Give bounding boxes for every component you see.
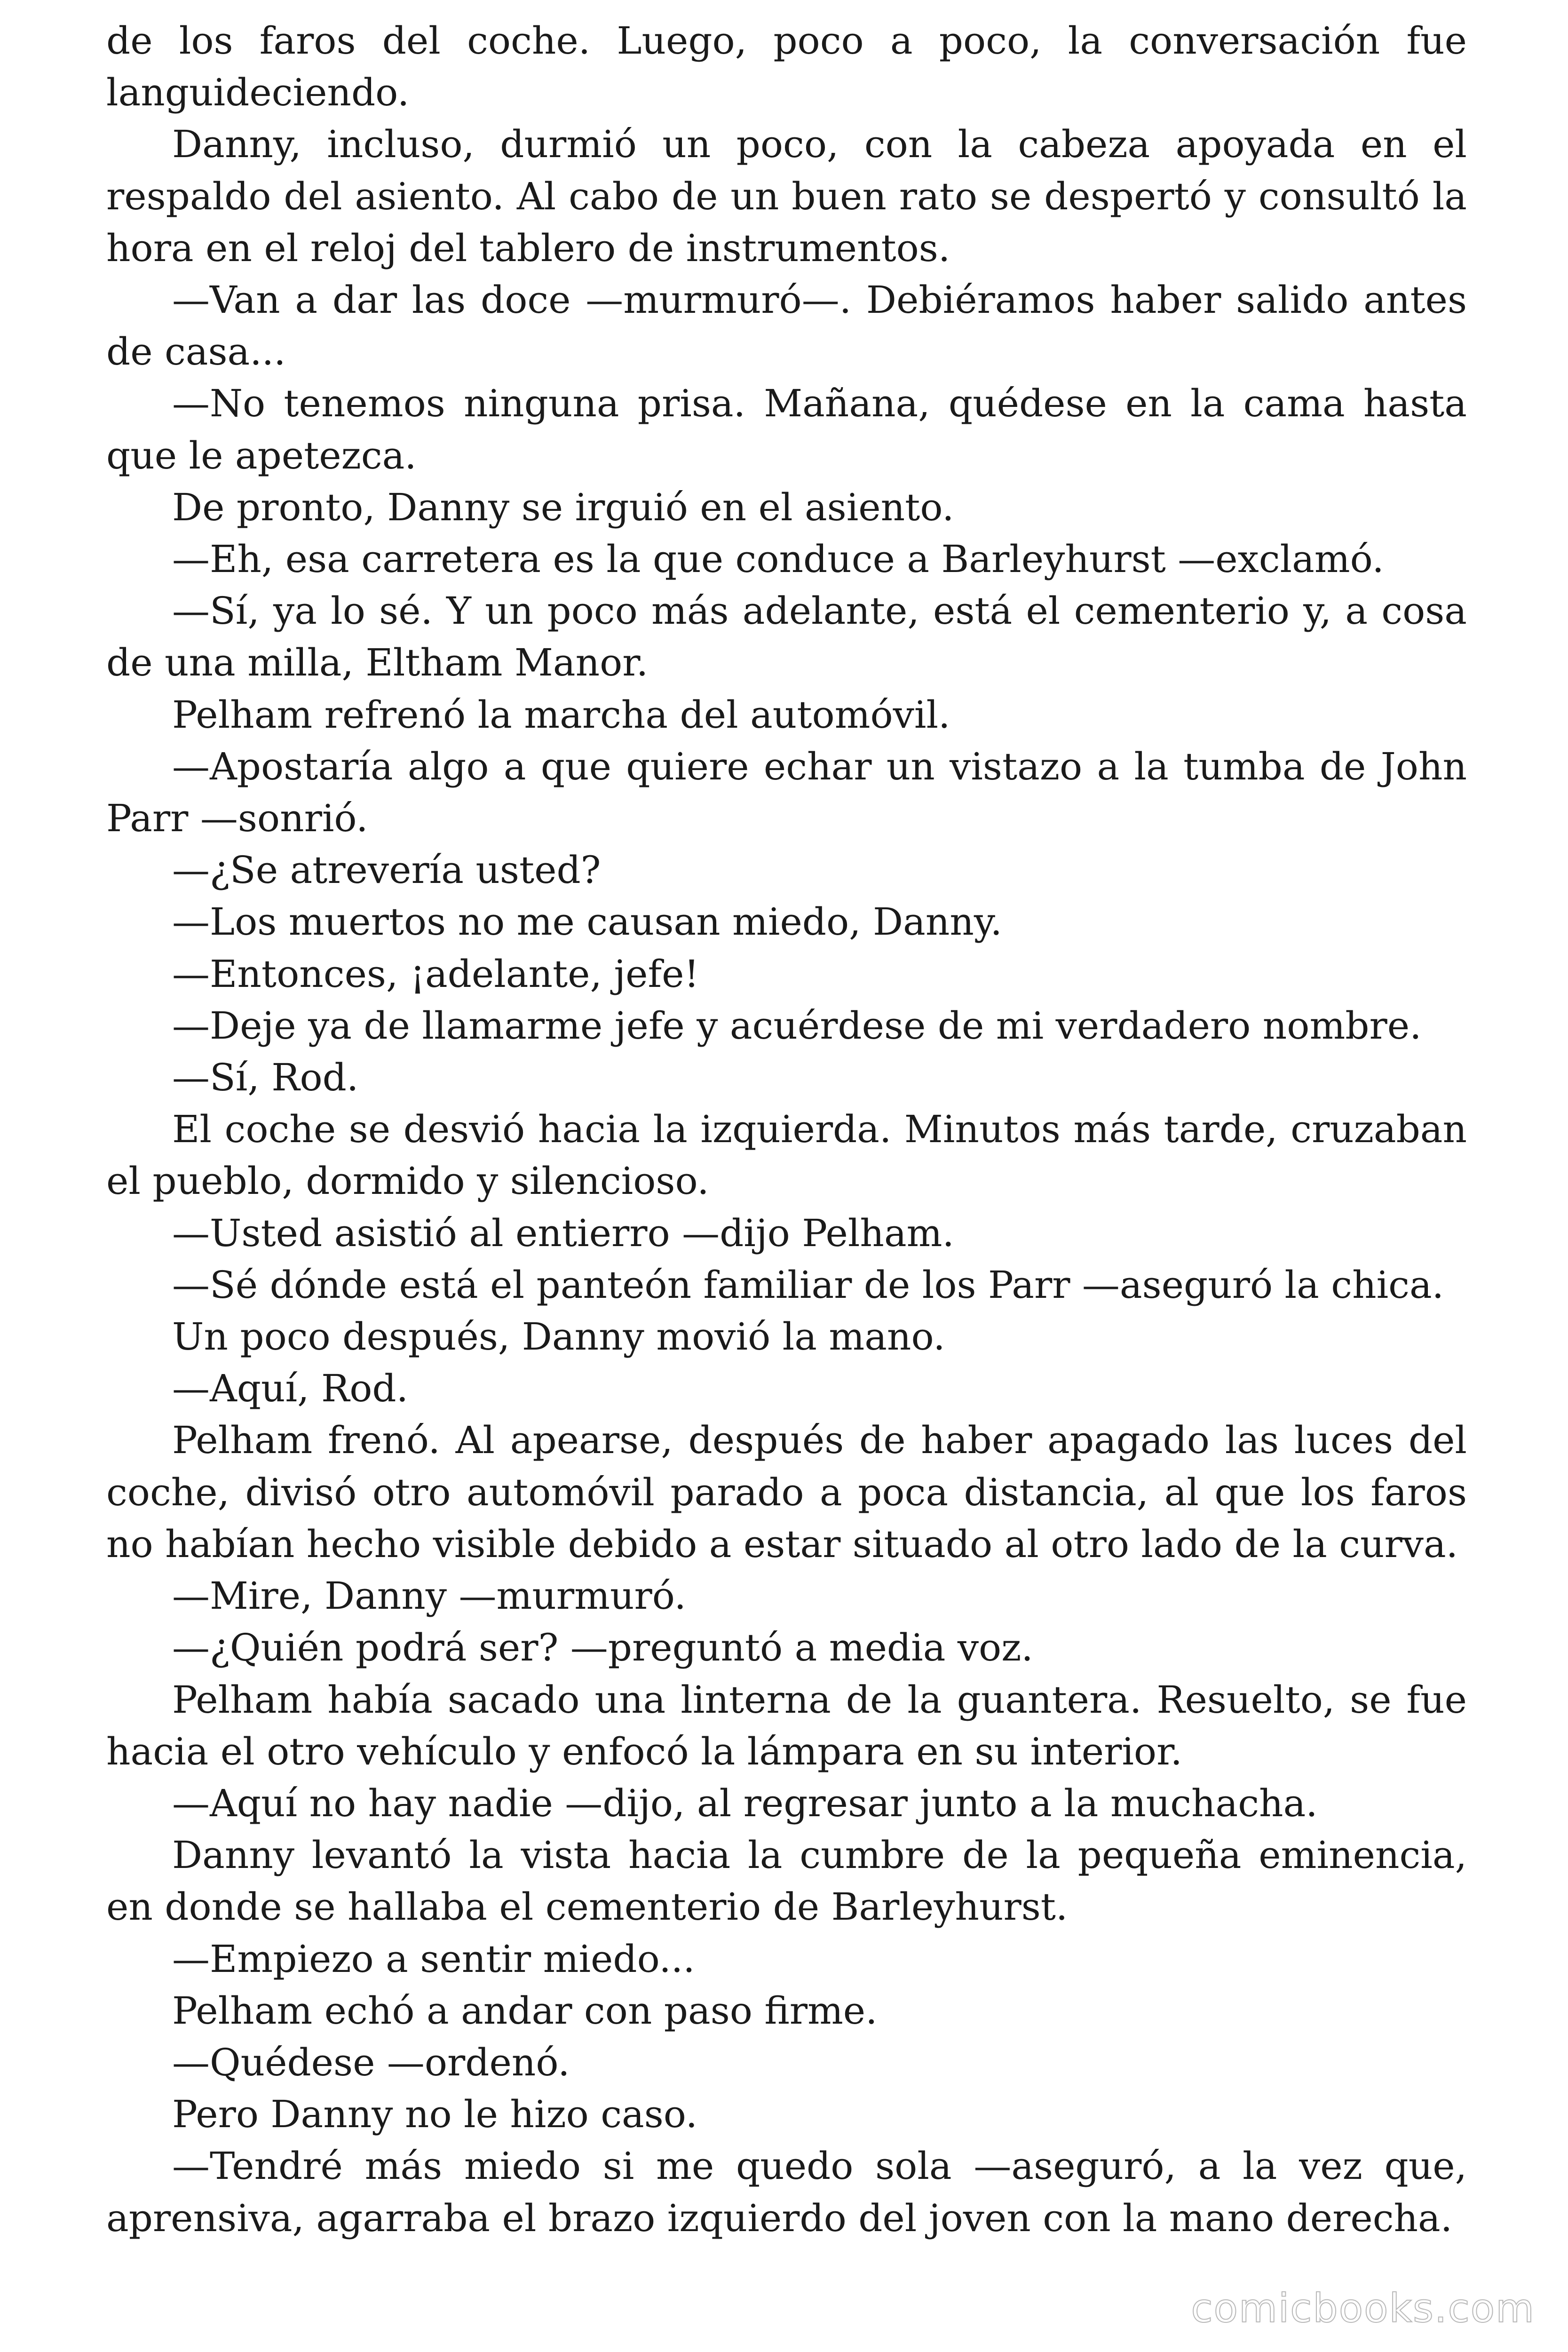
paragraph: Danny levantó la vista hacia la cumbre de la pequeña eminencia, en donde se hallaba el cementerio de Barleyhurst.	[106, 1833, 1467, 1929]
book-page-text	[106, 15, 1467, 2244]
paragraph: De pronto, Danny se irguió en el asiento.	[172, 485, 954, 529]
dialogue-line: —Sí, ya lo sé. Y un poco más adelante, está el cementerio y, a cosa de una milla, Eltham Manor.	[106, 589, 1467, 685]
dialogue-line: —Quédese —ordenó.	[172, 2040, 570, 2084]
dialogue-line: —Tendré más miedo si me quedo sola —aseguró, a la vez que, aprensiva, agarraba el brazo izquierdo del joven con la mano derecha.	[106, 2144, 1467, 2240]
paragraph: Pelham frenó. Al apearse, después de haber apagado las luces del coche, divisó otro automóvil parado a poca distancia, al que los faros no habían hecho visible debido a estar situado al otro lado de la curva.	[106, 1418, 1467, 1566]
dialogue-line: —Aquí no hay nadie —dijo, al regresar junto a la muchacha.	[172, 1781, 1318, 1825]
dialogue-line: —Sé dónde está el panteón familiar de los Parr —aseguró la chica.	[172, 1263, 1444, 1307]
dialogue-line: —Eh, esa carretera es la que conduce a Barleyhurst —exclamó.	[172, 537, 1384, 581]
dialogue-line: —¿Quién podrá ser? —preguntó a media voz.	[172, 1626, 1033, 1670]
paragraph: Danny, incluso, durmió un poco, con la cabeza apoyada en el respaldo del asiento. Al cabo de un buen rato se despertó y consultó la hora en el reloj del tablero de instrumentos.	[106, 122, 1467, 270]
dialogue-line: —Empiezo a sentir miedo...	[172, 1937, 695, 1981]
dialogue-line: —Mire, Danny —murmuró.	[172, 1574, 686, 1618]
paragraph: El coche se desvió hacia la izquierda. Minutos más tarde, cruzaban el pueblo, dormido y silencioso.	[106, 1107, 1467, 1203]
dialogue-line: —Apostaría algo a que quiere echar un vistazo a la tumba de John Parr —sonrió.	[106, 744, 1467, 841]
paragraph: Pelham echó a andar con paso firme.	[172, 1988, 878, 2033]
dialogue-line: —Entonces, ¡adelante, jefe!	[172, 952, 699, 996]
dialogue-line: —Van a dar las doce —murmuró—. Debiéramos haber salido antes de casa...	[106, 278, 1467, 374]
dialogue-line: —Los muertos no me causan miedo, Danny.	[172, 900, 1002, 944]
dialogue-line: —Usted asistió al entierro —dijo Pelham.	[172, 1211, 954, 1255]
watermark-text: comicbooks.com	[1191, 2285, 1535, 2331]
paragraph-continued: de los faros del coche. Luego, poco a poco, la conversación fue languideciendo.	[106, 19, 1467, 115]
paragraph: Pelham había sacado una linterna de la guantera. Resuelto, se fue hacia el otro vehículo y enfocó la lámpara en su interior.	[106, 1677, 1467, 1773]
dialogue-line: —Deje ya de llamarme jefe y acuérdese de mi verdadero nombre.	[172, 1003, 1422, 1048]
dialogue-line: —Aquí, Rod.	[172, 1367, 408, 1411]
dialogue-line: —Sí, Rod.	[172, 1056, 359, 1100]
paragraph: Pelham refrenó la marcha del automóvil.	[172, 692, 950, 737]
dialogue-line: —¿Se atrevería usted?	[172, 848, 601, 892]
paragraph: Un poco después, Danny movió la mano.	[172, 1315, 945, 1359]
dialogue-line: —No tenemos ninguna prisa. Mañana, quédese en la cama hasta que le apetezca.	[106, 381, 1467, 477]
paragraph: Pero Danny no le hizo caso.	[172, 2092, 697, 2137]
